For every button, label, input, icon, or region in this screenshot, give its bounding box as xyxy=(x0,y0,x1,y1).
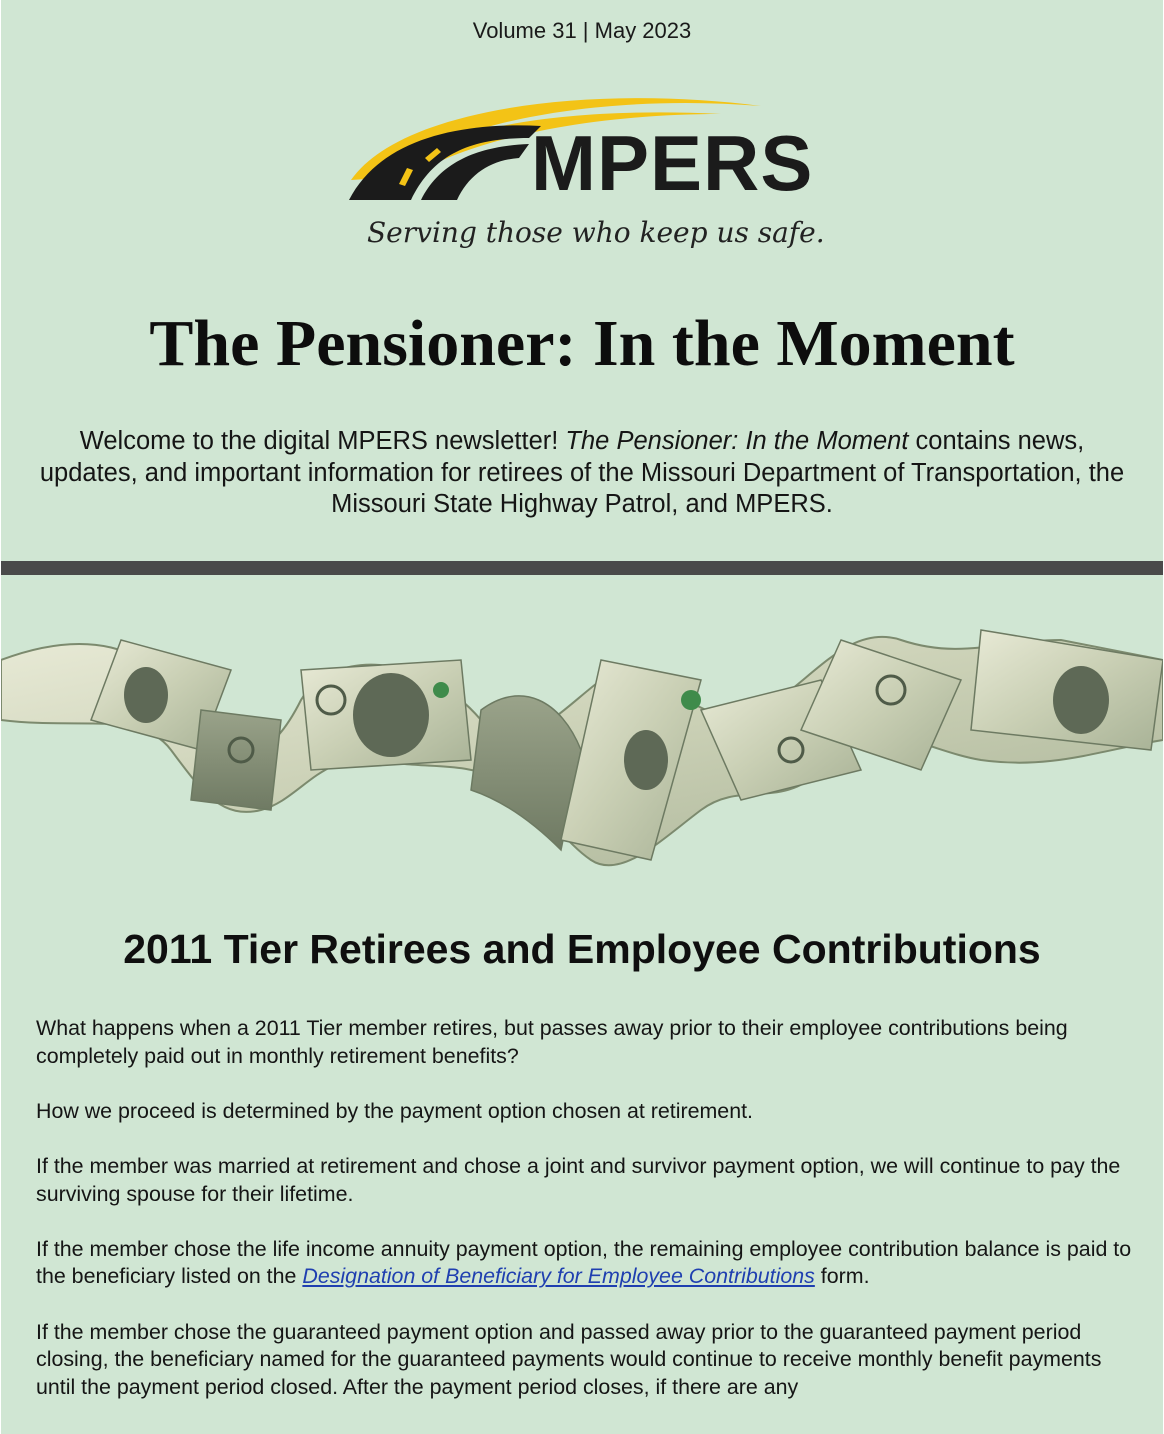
paragraph-text: If the member chose the life income annuity payment option, the remaining employee contribution balance is paid to the beneficiary listed on the xyxy=(36,1236,1132,1289)
paragraph-text: form. xyxy=(814,1264,870,1289)
mpers-logo xyxy=(341,88,831,258)
article-paragraph: How we proceed is determined by the payment option chosen at retirement. xyxy=(36,1098,753,1123)
intro-text-end: contains news, updates, and important information for retirees of the Missouri Department of Transportation, the Missouri State Highway Patrol, and MPERS. xyxy=(39,427,1125,518)
intro-newsletter-name: The Pensioner: In the Moment xyxy=(565,427,909,455)
article-title: 2011 Tier Retirees and Employee Contributions xyxy=(123,926,1041,972)
intro-text-start: Welcome to the digital MPERS newsletter! xyxy=(79,427,566,455)
newsletter-title: The Pensioner: In the Moment xyxy=(149,307,1015,380)
article-paragraph: If the member was married at retirement and chose a joint and survivor payment option, we will continue to pay the surviving spouse for their lifetime. xyxy=(36,1153,1121,1206)
beneficiary-form-link[interactable]: Designation of Beneficiary for Employee Contributions xyxy=(302,1264,815,1289)
intro-paragraph xyxy=(31,426,1133,521)
logo-wordmark: MPERS xyxy=(531,119,814,207)
article-paragraph xyxy=(36,1236,1136,1291)
flying-dollar-bills-image xyxy=(1,600,1163,900)
newsletter-page xyxy=(1,0,1163,1434)
article-paragraph: If the member chose the guaranteed payment option and passed away prior to the guaranteed payment period closing, the beneficiary named for the guaranteed payments would continue to receive monthly benefit payments until the payment period closed. After the payment period closes, if there are any xyxy=(36,1319,1102,1399)
article-body xyxy=(36,1015,1136,1429)
article-paragraph: What happens when a 2011 Tier member retires, but passes away prior to their employee contributions being completely paid out in monthly retirement benefits? xyxy=(36,1016,1068,1068)
section-divider xyxy=(1,561,1163,575)
logo-tagline: Serving those who keep us safe. xyxy=(367,216,825,249)
volume-date: Volume 31 | May 2023 xyxy=(472,18,692,43)
